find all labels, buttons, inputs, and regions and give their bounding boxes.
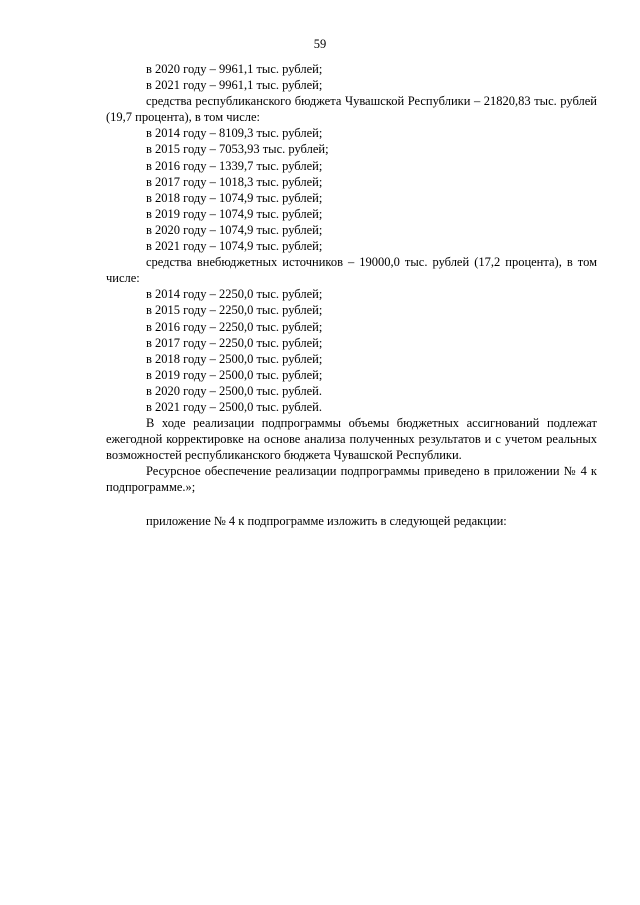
extrabudgetary-year-2014: в 2014 году – 2250,0 тыс. рублей; [146,287,323,302]
extrabudgetary-year-2016: в 2016 году – 2250,0 тыс. рублей; [146,319,323,334]
extrabudgetary-year-2018: в 2018 году – 2500,0 тыс. рублей; [146,351,323,366]
year-line-2021: в 2021 году – 9961,1 тыс. рублей; [146,78,323,93]
resource-support-paragraph: Ресурсное обеспечение реализации подпрограммы приведено в приложении № 4 к подпрограмме.»; [106,464,597,495]
extrabudgetary-year-2017: в 2017 году – 2250,0 тыс. рублей; [146,335,323,350]
page-number: 59 [313,37,327,51]
republican-budget-paragraph: средства республиканского бюджета Чувашской Республики – 21820,83 тыс. рублей (19,7 процента), в том числе: [106,94,597,125]
republican-year-2019: в 2019 году – 1074,9 тыс. рублей; [146,206,323,221]
year-line-2020: в 2020 году – 9961,1 тыс. рублей; [146,62,323,76]
extrabudgetary-paragraph: средства внебюджетных источников – 19000,0 тыс. рублей (17,2 процента), в том числе: [106,255,597,286]
republican-year-2017: в 2017 году – 1018,3 тыс. рублей; [146,174,323,189]
republican-year-2016: в 2016 году – 1339,7 тыс. рублей; [146,158,323,173]
extrabudgetary-year-2020: в 2020 году – 2500,0 тыс. рублей. [146,383,322,398]
extrabudgetary-year-2015: в 2015 году – 2250,0 тыс. рублей; [146,303,323,318]
extrabudgetary-year-2021: в 2021 году – 2500,0 тыс. рублей. [146,399,322,414]
appendix-instruction: приложение № 4 к подпрограмме изложить в следующей редакции: [146,513,507,528]
republican-year-2014: в 2014 году – 8109,3 тыс. рублей; [146,126,323,141]
republican-year-2015: в 2015 году – 7053,93 тыс. рублей; [146,142,329,157]
adjustment-paragraph: В ходе реализации подпрограммы объемы бюджетных ассигнований подлежат ежегодной корректировке на основе анализа полученных результатов и с учетом реальных возможностей республиканского бюджета Чувашской Республики. [106,416,597,463]
republican-year-2021: в 2021 году – 1074,9 тыс. рублей; [146,239,323,254]
extrabudgetary-year-2019: в 2019 году – 2500,0 тыс. рублей; [146,367,323,382]
document-body [106,61,597,529]
republican-year-2018: в 2018 году – 1074,9 тыс. рублей; [146,190,323,205]
republican-year-2020: в 2020 году – 1074,9 тыс. рублей; [146,222,323,237]
paragraph-gap [106,496,597,513]
